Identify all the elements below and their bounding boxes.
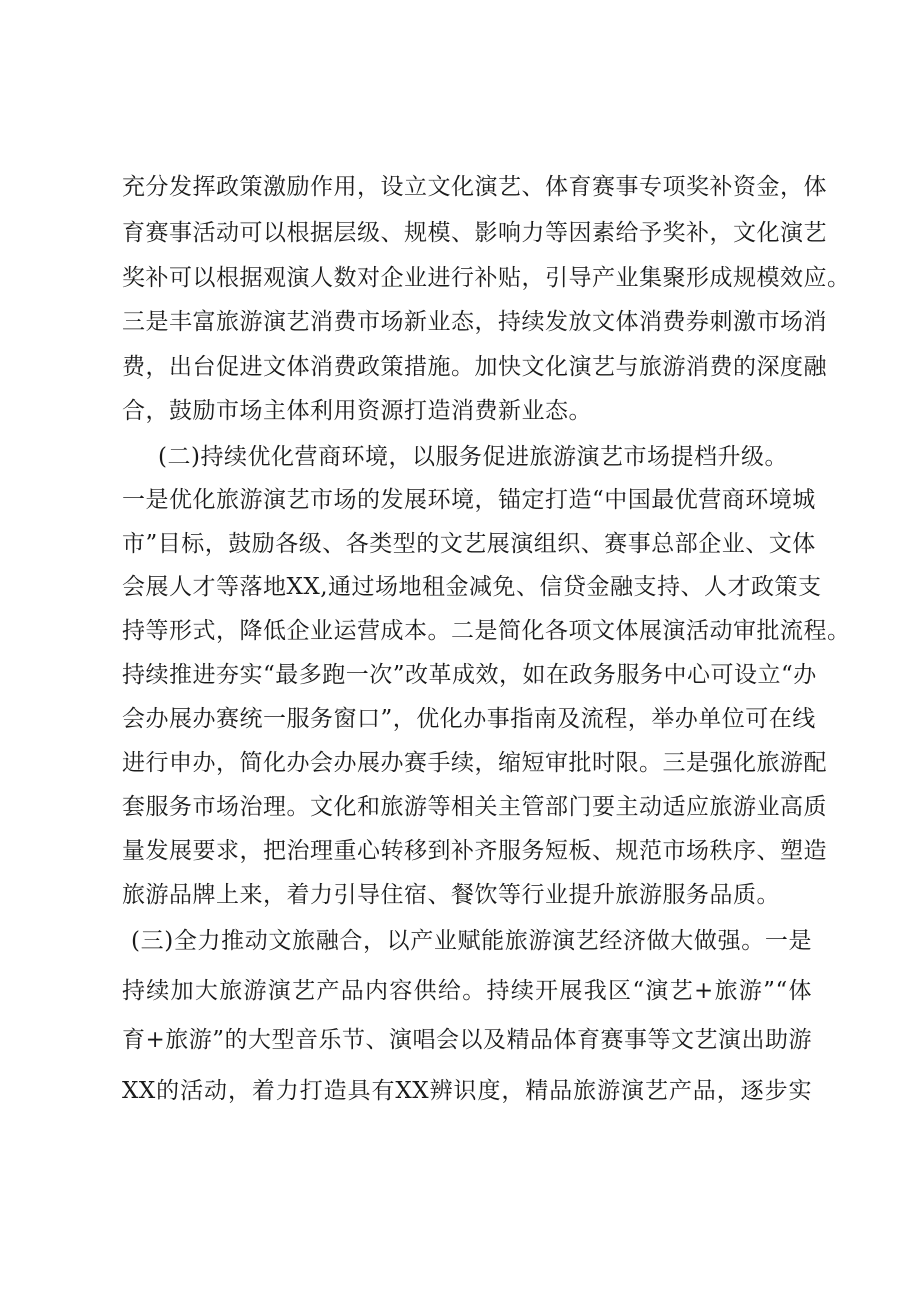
text-line: 持续加大旅游演艺产品内容供给。持续开展我区“演艺+旅游”“体	[122, 978, 812, 1004]
text-line: 旅游品牌上来，着力引导住宿、餐饮等行业提升旅游服务品质。	[122, 882, 780, 908]
text-line: XX的活动，着力打造具有XX辨识度，精品旅游演艺产品，逐步实	[122, 1078, 812, 1104]
text-line: 一是优化旅游演艺市场的发展环境，锚定打造“中国最优营商环境城	[122, 487, 816, 513]
text-line: 育赛事活动可以根据层级、规模、影响力等因素给予奖补，文化演艺	[122, 220, 827, 246]
section-heading: (三)全力推动文旅融合，以产业赋能旅游演艺经济做大做强。一是	[131, 928, 812, 954]
text-line: 合，鼓励市场主体利用资源打造消费新业态。	[122, 398, 592, 424]
text-line: 持续推进夯实“最多跑一次”改革成效，如在政务服务中心可设立“办	[122, 662, 817, 688]
text-line: 进行申办，简化办会办展办赛手续，缩短审批时限。三是强化旅游配	[122, 750, 827, 776]
text-line: 套服务市场治理。文化和旅游等相关主管部门要主动适应旅游业高质	[122, 794, 827, 820]
text-line: 充分发挥政策激励作用，设立文化演艺、体育赛事专项奖补资金，体	[122, 174, 827, 200]
text-line: 费，出台促进文体消费政策措施。加快文化演艺与旅游消费的深度融	[122, 354, 827, 380]
text-line: 会办展办赛统一服务窗口”，优化办事指南及流程，举办单位可在线	[122, 706, 816, 732]
text-line: 奖补可以根据观演人数对企业进行补贴，引导产业集聚形成规模效应。	[122, 265, 851, 291]
text-line: 持等形式，降低企业运营成本。二是简化各项文体展演活动审批流程。	[122, 618, 851, 644]
text-line: 量发展要求，把治理重心转移到补齐服务短板、规范市场秩序、塑造	[122, 838, 827, 864]
text-line: 市”目标，鼓励各级、各类型的文艺展演组织、赛事总部企业、文体	[122, 531, 816, 557]
text-line: 三是丰富旅游演艺消费市场新业态，持续发放文体消费券刺激市场消	[122, 309, 827, 335]
text-line: 会展人才等落地XX,通过场地租金减免、信贷金融支持、人才政策支	[122, 574, 822, 600]
text-line: 育+旅游”的大型音乐节、演唱会以及精品体育赛事等文艺演出助游	[122, 1027, 813, 1053]
section-heading: (二)持续优化营商环境，以服务促进旅游演艺市场提档升级。	[158, 444, 788, 470]
